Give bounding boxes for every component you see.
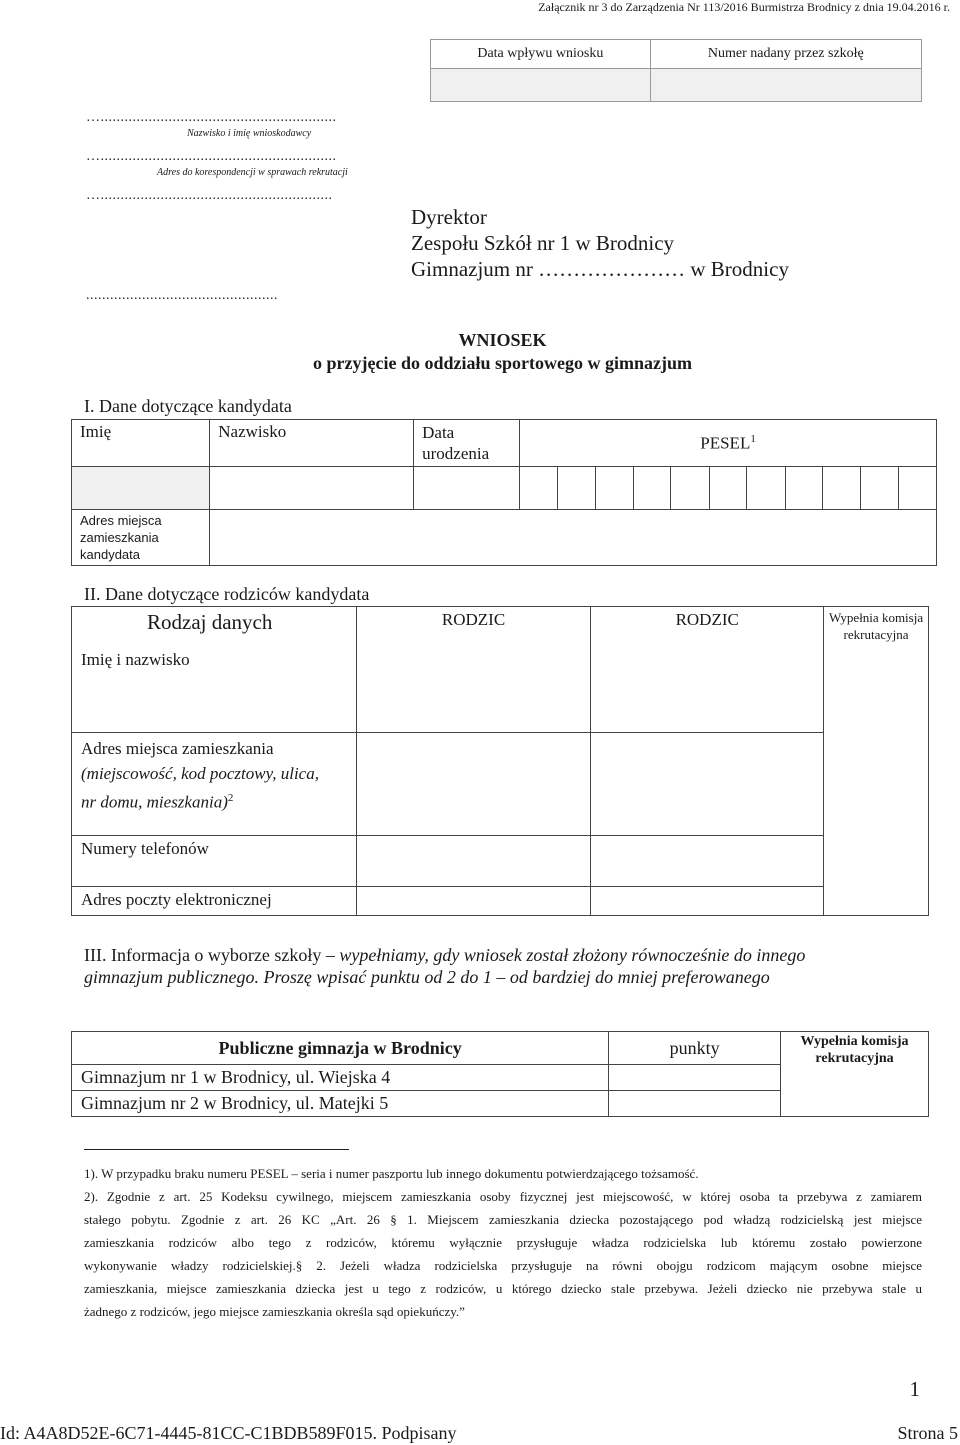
section-3-title: III. Informacja o wyborze szkoły bbox=[84, 945, 322, 965]
pesel-digit[interactable] bbox=[785, 467, 822, 510]
first-name-label: Imię bbox=[72, 420, 210, 467]
data-type-header bbox=[72, 607, 357, 733]
recipient-line-1: Dyrektor bbox=[411, 205, 487, 229]
parent-1-header[interactable]: RODZIC bbox=[356, 607, 591, 733]
registration-table bbox=[430, 39, 922, 102]
form-subtitle: o przyjęcie do oddziału sportowego w gimnazjum bbox=[313, 353, 692, 373]
footnote-2-line: stałego pobytu. Zgodnie z art. 26 KC „Art. 26 § 1. Miejscem zamieszkania dziecka pozostającego pod władzą rodzicielską jest miejsce bbox=[84, 1212, 922, 1227]
applicant-name-label: Nazwisko i imię wnioskodawcy bbox=[187, 128, 312, 139]
parent-address-hint-2: nr domu, mieszkania)$^2$ bbox=[81, 792, 234, 812]
parent-1-address-field[interactable] bbox=[356, 733, 591, 836]
applicant-address-label: Adres do korespondencji w sprawach rekrutacji bbox=[157, 167, 348, 178]
page-counter: Strona 5 bbox=[897, 1423, 958, 1443]
attachment-note: Załącznik nr 3 do Zarządzenia Nr 113/2016 Burmistrza Brodnicy z dnia 19.04.2016 r. bbox=[538, 0, 950, 14]
birth-date-label: Data urodzenia bbox=[414, 420, 520, 467]
pesel-digit[interactable] bbox=[520, 467, 558, 510]
footnote-2-line: zamieszkania rodziców albo tego z rodziców, któremu wyłącznie przysługuje władza rodzicielska lub któremu zostało powierzone bbox=[84, 1235, 922, 1250]
pesel-digit[interactable] bbox=[558, 467, 595, 510]
pesel-digit[interactable] bbox=[595, 467, 633, 510]
school-2-points-field[interactable] bbox=[609, 1091, 781, 1117]
school-1-points-field[interactable] bbox=[609, 1065, 781, 1091]
applicant-address-dots-2[interactable]: ….......................................................... bbox=[86, 188, 333, 203]
parent-1-email-field[interactable] bbox=[356, 887, 591, 916]
footnote-1: 1). W przypadku braku numeru PESEL – seria i numer paszportu lub innego dokumentu potwierdzającego tożsamość. bbox=[84, 1166, 699, 1181]
section-3-note-1: wypełniamy, gdy wniosek został złożony równocześnie do innego bbox=[339, 945, 806, 965]
points-header: punkty bbox=[609, 1032, 781, 1065]
reg-date-field[interactable] bbox=[431, 69, 651, 102]
document-id: Id: A4A8D52E-6C71-4445-81CC-C1BDB589F015. Podpisany bbox=[0, 1423, 457, 1443]
recipient-line-3: Gimnazjum nr ………………… w Brodnicy bbox=[411, 257, 789, 281]
candidate-table bbox=[71, 419, 937, 566]
footnote-2-line: zamieszkania, miejsce zamieszkania dziecka jest u tego z rodziców, u którego dziecko stale przebywa. Jeżeli dziecko nie przebywa stale u bbox=[84, 1281, 922, 1296]
footnote-separator bbox=[84, 1149, 349, 1150]
schools-table bbox=[71, 1031, 929, 1117]
parent-2-phones-field[interactable] bbox=[591, 836, 824, 887]
applicant-name-dots[interactable]: …........................................................... bbox=[86, 110, 337, 125]
candidate-address-label: Adres miejsca zamieszkania kandydata bbox=[72, 510, 210, 566]
section-2-title: II. Dane dotyczące rodziców kandydata bbox=[84, 584, 370, 604]
parent-2-address-field[interactable] bbox=[591, 733, 824, 836]
pesel-digit[interactable] bbox=[709, 467, 746, 510]
parent-address-label bbox=[72, 733, 357, 836]
pesel-digit[interactable] bbox=[671, 467, 709, 510]
reg-number-field[interactable] bbox=[650, 69, 921, 102]
parent-address-title: Adres miejsca zamieszkania bbox=[81, 739, 274, 758]
school-row-2: Gimnazjum nr 2 w Brodnicy, ul. Matejki 5 bbox=[72, 1091, 609, 1117]
reg-number-label: Numer nadany przez szkołę bbox=[650, 40, 921, 69]
data-type-label: Rodzaj danych bbox=[147, 610, 273, 634]
applicant-address-dots-3[interactable]: ................................................ bbox=[86, 288, 278, 303]
last-name-field[interactable] bbox=[210, 467, 414, 510]
applicant-address-dots[interactable]: …........................................................... bbox=[86, 149, 337, 164]
parent-2-header[interactable]: RODZIC bbox=[591, 607, 824, 733]
pesel-digit[interactable] bbox=[861, 467, 898, 510]
last-name-label: Nazwisko bbox=[210, 420, 414, 467]
pesel-label: PESEL$^1$ bbox=[520, 420, 937, 467]
pesel-digit[interactable] bbox=[822, 467, 860, 510]
section-3-note-2: gimnazjum publicznego. Proszę wpisać punktu od 2 do 1 – od bardziej do mniej preferowanego bbox=[84, 967, 770, 987]
parent-1-phones-field[interactable] bbox=[356, 836, 591, 887]
schools-header: Publiczne gimnazja w Brodnicy bbox=[72, 1032, 609, 1065]
candidate-address-field[interactable] bbox=[210, 510, 937, 566]
school-row-1: Gimnazjum nr 1 w Brodnicy, ul. Wiejska 4 bbox=[72, 1065, 609, 1091]
parent-email-label: Adres poczty elektronicznej bbox=[72, 887, 357, 916]
parent-phones-label: Numery telefonów bbox=[72, 836, 357, 887]
pesel-digit[interactable] bbox=[898, 467, 936, 510]
footnote-2-line: 2). Zgodnie z art. 25 Kodeksu cywilnego, miejscem zamieszkania osoby fizycznej jest miejscowość, w której osoba ta przebywa z zamiarem bbox=[84, 1189, 922, 1204]
pesel-digit[interactable] bbox=[634, 467, 671, 510]
parent-address-hint-1: (miejscowość, kod pocztowy, ulica, bbox=[81, 764, 319, 783]
page-number: 1 bbox=[909, 1377, 920, 1401]
form-title: WNIOSEK bbox=[458, 330, 547, 350]
birth-date-field[interactable] bbox=[414, 467, 520, 510]
footnote-2-line: żadnego z rodziców, jego miejsce zamieszkania określa sąd opiekuńczy.” bbox=[84, 1304, 465, 1319]
pesel-digit[interactable] bbox=[747, 467, 785, 510]
footnote-2-line: wykonywanie władzy rodzicielskiej.§ 2. Jeżeli władza rodzicielska przysługuje na równi obojgu rodzicom mającym osobne miejsce bbox=[84, 1258, 922, 1273]
committee-column: Wypełnia komisja rekrutacyjna bbox=[824, 607, 929, 916]
parent-name-label: Imię i nazwisko bbox=[81, 650, 190, 669]
parent-2-email-field[interactable] bbox=[591, 887, 824, 916]
reg-date-label: Data wpływu wniosku bbox=[431, 40, 651, 69]
parents-table bbox=[71, 606, 929, 916]
section-1-title: I. Dane dotyczące kandydata bbox=[84, 396, 292, 416]
section-3-dash: – bbox=[325, 945, 335, 965]
recipient-line-2: Zespołu Szkół nr 1 w Brodnicy bbox=[411, 231, 675, 255]
first-name-field[interactable] bbox=[72, 467, 210, 510]
section-3-heading bbox=[84, 945, 805, 966]
schools-committee-column: Wypełnia komisja rekrutacyjna bbox=[781, 1032, 929, 1117]
